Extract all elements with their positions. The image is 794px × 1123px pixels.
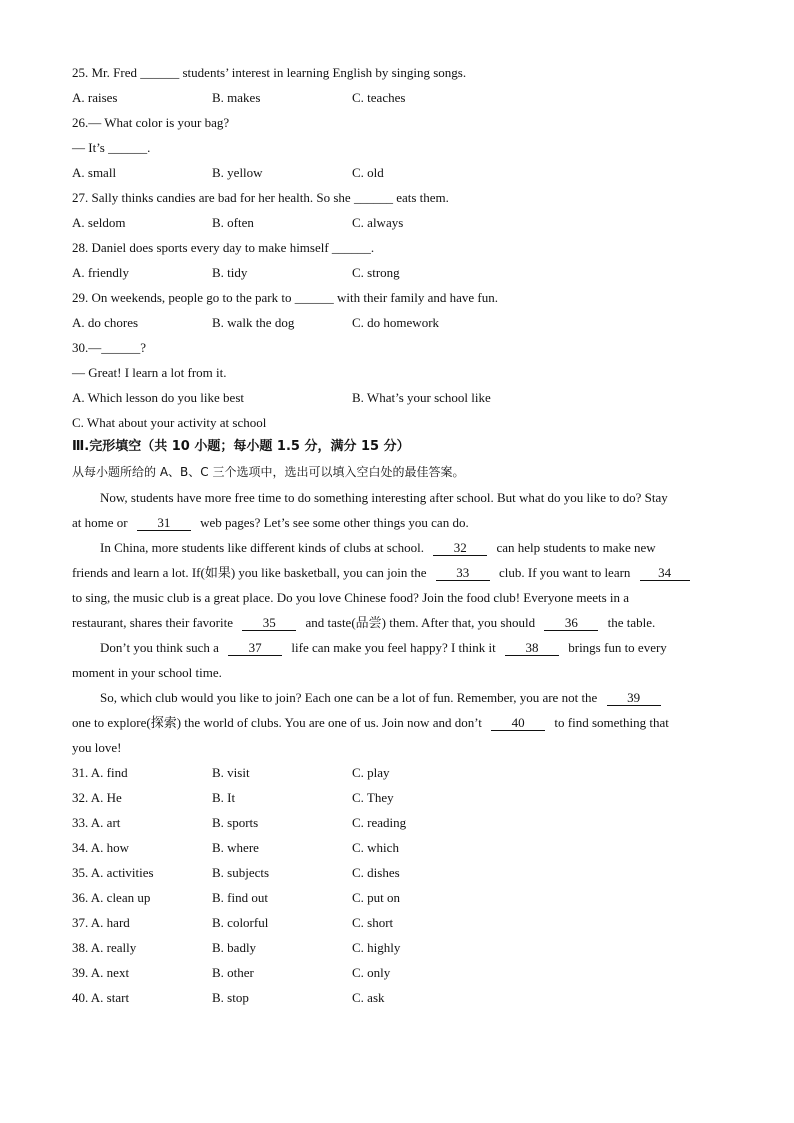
answer-row	[0, 863, 794, 883]
option-b: B. colorful	[212, 915, 269, 930]
option-c: C. play	[352, 765, 390, 780]
option-a: A. Which lesson do you like best	[72, 390, 244, 405]
question-26-stem: 26.— What color is your bag?	[72, 115, 230, 130]
question-29-stem: 29. On weekends, people go to the park to ______ with their family and have fun.	[72, 290, 499, 305]
option-a: 39. A. next	[72, 965, 130, 980]
passage-text: at home or	[72, 515, 128, 530]
blank-35: 35	[242, 615, 296, 631]
passage-text: to find something that	[554, 715, 669, 730]
option-b: B. visit	[212, 765, 250, 780]
passage-text: So, which club would you like to join? Each one can be a lot of fun. Remember, you are not the	[100, 690, 598, 705]
passage-line	[72, 513, 469, 533]
blank-34: 34	[640, 565, 690, 581]
passage-line	[100, 538, 656, 558]
option-c: C. dishes	[352, 865, 400, 880]
option-c: C. They	[352, 790, 394, 805]
question-30-options-ab	[0, 388, 794, 408]
option-c: C. put on	[352, 890, 401, 905]
option-c: C. teaches	[352, 90, 406, 105]
option-c: C. strong	[352, 265, 400, 280]
option-b: B. stop	[212, 990, 249, 1005]
option-a: 33. A. art	[72, 815, 121, 830]
answer-row	[0, 838, 794, 858]
section-title: Ⅲ.完形填空（共 10 小题；每小题 1.5 分，满分 15 分）	[72, 439, 410, 454]
answer-row	[0, 938, 794, 958]
option-c: C. reading	[352, 815, 407, 830]
option-c: C. old	[352, 165, 384, 180]
passage-line: moment in your school time.	[72, 665, 222, 680]
question-28-options	[0, 263, 794, 283]
question-30-reply: — Great! I learn a lot from it.	[72, 365, 227, 380]
passage-text: the table.	[607, 615, 656, 630]
option-a: 37. A. hard	[72, 915, 130, 930]
option-b: B. It	[212, 790, 236, 805]
question-30-option-c: C. What about your activity at school	[72, 415, 267, 430]
option-a: 36. A. clean up	[72, 890, 151, 905]
option-b: B. find out	[212, 890, 268, 905]
option-c: C. always	[352, 215, 404, 230]
option-a: 35. A. activities	[72, 865, 154, 880]
option-c: C. do homework	[352, 315, 440, 330]
option-b: B. where	[212, 840, 259, 855]
answer-row	[0, 788, 794, 808]
question-29-options	[0, 313, 794, 333]
option-a: A. do chores	[72, 315, 139, 330]
section-instruction: 从每小题所给的 A、B、C 三个选项中，选出可以填入空白处的最佳答案。	[72, 465, 465, 479]
blank-37: 37	[228, 640, 282, 656]
passage-text: friends and learn a lot. If(如果) you like basketball, you can join the	[72, 565, 427, 580]
option-a: 40. A. start	[72, 990, 130, 1005]
option-b: B. badly	[212, 940, 257, 955]
blank-31: 31	[137, 515, 191, 531]
passage-line	[72, 613, 655, 633]
option-b: B. yellow	[212, 165, 263, 180]
option-a: A. seldom	[72, 215, 126, 230]
answer-row	[0, 813, 794, 833]
option-b: B. walk the dog	[212, 315, 295, 330]
option-c: C. short	[352, 915, 394, 930]
passage-line	[72, 563, 690, 583]
option-c: C. highly	[352, 940, 401, 955]
question-30-stem: 30.—______?	[72, 340, 147, 355]
answer-row	[0, 763, 794, 783]
option-b: B. What’s your school like	[352, 390, 491, 405]
option-a: 32. A. He	[72, 790, 122, 805]
passage-line	[100, 688, 661, 708]
blank-32: 32	[433, 540, 487, 556]
option-a: A. small	[72, 165, 117, 180]
answer-row	[0, 913, 794, 933]
passage-text: club. If you want to learn	[499, 565, 631, 580]
question-28-stem: 28. Daniel does sports every day to make himself ______.	[72, 240, 375, 255]
blank-36: 36	[544, 615, 598, 631]
answer-row	[0, 963, 794, 983]
question-25-stem: 25. Mr. Fred ______ students’ interest in learning English by singing songs.	[72, 65, 467, 80]
option-a: 38. A. really	[72, 940, 137, 955]
question-26-reply: — It’s ______.	[72, 140, 151, 155]
passage-line: Now, students have more free time to do something interesting after school. But what do you like to do? Stay	[100, 490, 668, 505]
passage-text: restaurant, shares their favorite	[72, 615, 233, 630]
blank-39: 39	[607, 690, 661, 706]
answer-row	[0, 888, 794, 908]
passage-line: to sing, the music club is a great place. Do you love Chinese food? Join the food club! Everyone meets in a	[72, 590, 630, 605]
passage-text: and taste(品尝) them. After that, you should	[305, 615, 536, 630]
passage-text: one to explore(探索) the world of clubs. You are one of us. Join now and don’t	[72, 715, 482, 730]
question-26-options	[0, 163, 794, 183]
blank-40: 40	[491, 715, 545, 731]
passage-text: web pages? Let’s see some other things you can do.	[200, 515, 469, 530]
option-a: A. raises	[72, 90, 118, 105]
passage-line	[100, 638, 667, 658]
blank-38: 38	[505, 640, 559, 656]
question-27-options	[0, 213, 794, 233]
option-b: B. tidy	[212, 265, 248, 280]
passage-text: life can make you feel happy? I think it	[291, 640, 496, 655]
option-b: B. makes	[212, 90, 261, 105]
passage-text: In China, more students like different kinds of clubs at school.	[100, 540, 424, 555]
option-c: C. ask	[352, 990, 385, 1005]
option-a: 34. A. how	[72, 840, 130, 855]
passage-text: brings fun to every	[568, 640, 667, 655]
passage-text: Don’t you think such a	[100, 640, 219, 655]
option-b: B. other	[212, 965, 254, 980]
option-c: C. which	[352, 840, 399, 855]
passage-line: you love!	[72, 740, 122, 755]
passage-line	[72, 713, 669, 733]
option-a: 31. A. find	[72, 765, 128, 780]
question-27-stem: 27. Sally thinks candies are bad for her health. So she ______ eats them.	[72, 190, 449, 205]
option-b: B. subjects	[212, 865, 270, 880]
blank-33: 33	[436, 565, 490, 581]
passage-text: can help students to make new	[496, 540, 656, 555]
option-c: C. only	[352, 965, 391, 980]
question-25-options	[0, 88, 794, 108]
answer-row	[0, 988, 794, 1008]
option-b: B. sports	[212, 815, 259, 830]
option-b: B. often	[212, 215, 254, 230]
option-a: A. friendly	[72, 265, 130, 280]
